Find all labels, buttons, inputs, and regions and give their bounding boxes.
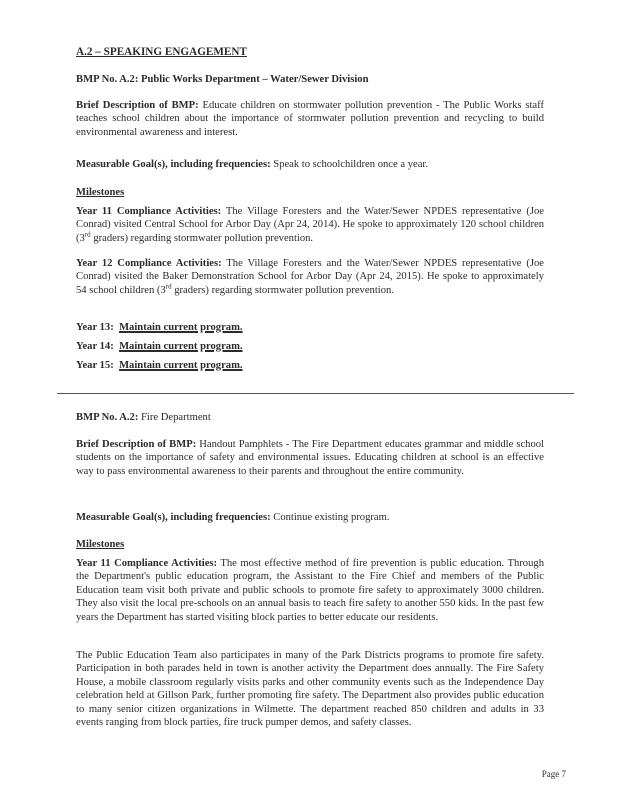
measurable-goal-fire (76, 511, 544, 524)
brief-label: Brief Description of BMP: (76, 100, 199, 111)
bmp-label: BMP No. A.2: (76, 412, 139, 423)
year11-text-a: The Village Foresters and the Water/Sewer NPDES representative (Joe Conrad) visited Central School for Arbor Day (Apr 24, 2014). He spoke to approximately 120 school children (3 (76, 206, 544, 244)
section-heading: A.2 – SPEAKING ENGAGEMENT (76, 46, 247, 58)
year14-row (76, 340, 544, 353)
year13-row (76, 321, 544, 334)
goal-text: Continue existing program. (270, 512, 390, 523)
brief-description-fire (76, 438, 544, 478)
year13-label: Year 13: (76, 322, 114, 333)
year15-row (76, 359, 544, 372)
public-education-paragraph: The Public Education Team also participates in many of the Park Districts programs to promote fire safety. Participation in both parades held in town is another activity the Department does annually. The Fire Safety House, a mobile classroom regularly visits parks and other community events such as the Independence Day celebration held at Gillson Park, further promoting fire safety. The Department also provides public education to many senior citizen organizations in Wilmette. The department reached 850 children and adults in 33 events ranging from block parties, fire truck pumper demos, and safety classes. (76, 650, 544, 729)
brief-text: Handout Pamphlets - The Fire Department educates grammar and middle school students on the importance of safety and environmental issues. Educating children at school is an effective way to pass environmental awareness to their parents and throughout the entire community. (76, 439, 544, 477)
measurable-goal-public-works (76, 158, 544, 171)
year11-label: Year 11 Compliance Activities: (76, 558, 218, 569)
brief-label: Brief Description of BMP: (76, 439, 197, 450)
page-number: Page 7 (541, 769, 566, 779)
year12-text-a: The Village Foresters and the Water/Sewer NPDES representative (Joe Conrad) visited the Baker Demonstration School for Arbor Day (Apr 24, 2015). He spoke to approximately 54 school children (3 (76, 258, 544, 296)
year12-activities-public-works (76, 257, 544, 297)
goal-label: Measurable Goal(s), including frequencies: (76, 512, 271, 523)
bmp-dept: Fire Department (138, 412, 211, 423)
year15-label: Year 15: (76, 360, 114, 371)
year11-label: Year 11 Compliance Activities: (76, 206, 222, 217)
year12-sup: rd (165, 282, 172, 291)
year13-text: Maintain current program. (119, 322, 243, 333)
year14-text: Maintain current program. (119, 341, 243, 352)
year11-text: The most effective method of fire prevention is public education. Through the Department's public education program, the Assistant to the Fire Chief and members of the Public Education team visit both private and public schools to promote fire safety to approximately 3000 children. They also visit the local pre-schools on an annual basis to teach fire safety to another 550 kids. In the past few years the Department has started visiting block parties to better educate our residents. (76, 558, 544, 623)
milestones-heading: Milestones (76, 187, 125, 198)
goal-label: Measurable Goal(s), including frequencies: (76, 159, 271, 170)
year12-text-b: graders) regarding stormwater pollution prevention. (171, 284, 394, 296)
year11-activities-public-works (76, 205, 544, 245)
milestones-heading: Milestones (76, 539, 125, 550)
year14-label: Year 14: (76, 341, 114, 352)
bmp-title-public-works: BMP No. A.2: Public Works Department – Water/Sewer Division (76, 74, 369, 85)
brief-description-public-works (76, 99, 544, 139)
year12-label: Year 12 Compliance Activities: (76, 258, 222, 269)
section-divider (57, 393, 574, 394)
bmp-title-fire (76, 411, 544, 424)
goal-text: Speak to schoolchildren once a year. (270, 159, 428, 170)
year11-sup: rd (84, 230, 91, 239)
year11-text-b: graders) regarding stormwater pollution prevention. (90, 232, 314, 244)
brief-text: Educate children on stormwater pollution prevention - The Public Works staff teaches school children about the importance of stormwater pollution prevention and recycling to build environmental awareness and interest. (76, 100, 544, 138)
year11-activities-fire (76, 557, 544, 624)
year15-text: Maintain current program. (119, 360, 243, 371)
